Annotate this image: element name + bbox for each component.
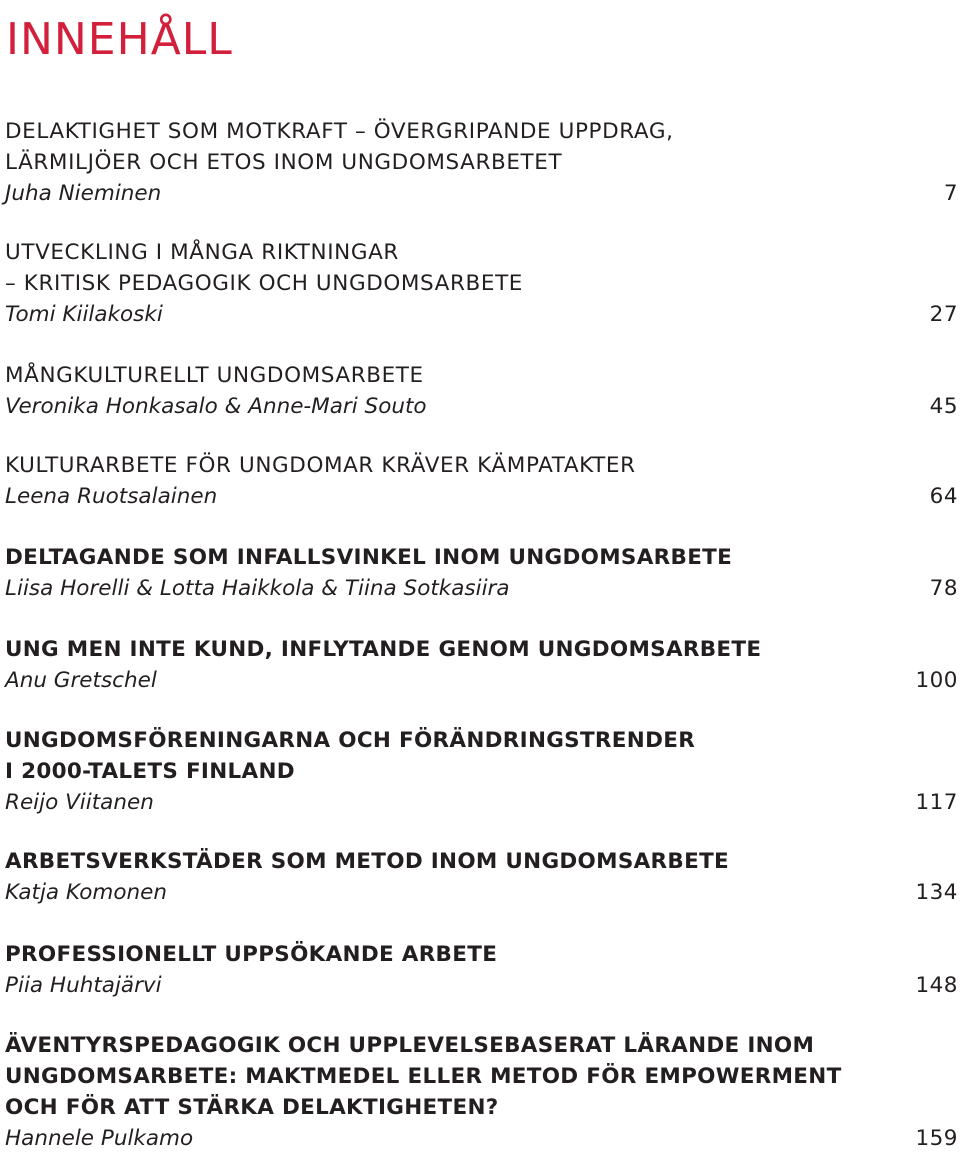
toc-entry[interactable] (5, 237, 958, 330)
entry-author: Tomi Kiilakoski (5, 302, 163, 327)
entry-title-line: OCH FÖR ATT STÄRKA DELAKTIGHETEN? (5, 1095, 499, 1120)
entry-byline (5, 665, 958, 696)
entry-byline (5, 391, 958, 422)
entry-page-number: 64 (929, 484, 958, 509)
entry-page-number: 27 (929, 302, 958, 327)
entry-page-number: 148 (915, 973, 958, 998)
entry-page-number: 45 (929, 394, 958, 419)
entry-author: Juha Nieminen (5, 181, 162, 206)
entry-author: Veronika Honkasalo & Anne-Mari Souto (5, 394, 427, 419)
entry-title-line: UTVECKLING I MÅNGA RIKTNINGAR (5, 240, 399, 265)
entry-title-line: UNGDOMSARBETE: MAKTMEDEL ELLER METOD FÖR EMPOWERMENT (5, 1064, 842, 1089)
entry-title-line: DELAKTIGHET SOM MOTKRAFT – ÖVERGRIPANDE UPPDRAG, (5, 119, 674, 144)
toc-entry[interactable] (5, 846, 958, 908)
toc-entry[interactable] (5, 725, 958, 818)
entry-byline (5, 573, 958, 604)
entry-page-number: 117 (915, 790, 958, 815)
entry-page-number: 100 (915, 668, 958, 693)
entry-author: Piia Huhtajärvi (5, 973, 162, 998)
toc-entry[interactable] (5, 360, 958, 422)
entry-title-line: DELTAGANDE SOM INFALLSVINKEL INOM UNGDOMSARBETE (5, 545, 733, 570)
toc-entry[interactable] (5, 542, 958, 604)
entry-title-line: MÅNGKULTURELLT UNGDOMSARBETE (5, 363, 424, 388)
entry-title-line: UNG MEN INTE KUND, INFLYTANDE GENOM UNGDOMSARBETE (5, 637, 762, 662)
entry-author: Reijo Viitanen (5, 790, 154, 815)
entry-page-number: 78 (929, 576, 958, 601)
entry-page-number: 7 (943, 181, 958, 206)
entry-page-number: 159 (915, 1126, 958, 1151)
entry-byline (5, 877, 958, 908)
entry-byline (5, 178, 958, 209)
toc-entry[interactable] (5, 939, 958, 1001)
page-title: INNEHÅLL (6, 14, 233, 65)
entry-byline (5, 787, 958, 818)
entry-title-line: – KRITISK PEDAGOGIK OCH UNGDOMSARBETE (5, 271, 523, 296)
entry-title-line: KULTURARBETE FÖR UNGDOMAR KRÄVER KÄMPATAKTER (5, 453, 636, 478)
toc-entry[interactable] (5, 116, 958, 209)
entry-byline (5, 481, 958, 512)
entry-author: Leena Ruotsalainen (5, 484, 218, 509)
entry-title-line: PROFESSIONELLT UPPSÖKANDE ARBETE (5, 942, 498, 967)
entry-author: Hannele Pulkamo (5, 1126, 194, 1151)
entry-title-line: UNGDOMSFÖRENINGARNA OCH FÖRÄNDRINGSTRENDER (5, 728, 696, 753)
entry-title-line: I 2000-TALETS FINLAND (5, 759, 295, 784)
entry-author: Katja Komonen (5, 880, 167, 905)
entry-byline (5, 299, 958, 330)
toc-entry[interactable] (5, 634, 958, 696)
toc-entry[interactable] (5, 1030, 958, 1154)
toc-entry[interactable] (5, 450, 958, 512)
entry-byline (5, 970, 958, 1001)
entry-title-line: ARBETSVERKSTÄDER SOM METOD INOM UNGDOMSARBETE (5, 849, 730, 874)
entry-author: Liisa Horelli & Lotta Haikkola & Tiina Sotkasiira (5, 576, 510, 601)
entry-author: Anu Gretschel (5, 668, 157, 693)
entry-title-line: LÄRMILJÖER OCH ETOS INOM UNGDOMSARBETET (5, 150, 563, 175)
entry-byline (5, 1123, 958, 1154)
entry-title-line: ÄVENTYRSPEDAGOGIK OCH UPPLEVELSEBASERAT LÄRANDE INOM (5, 1033, 815, 1058)
entry-page-number: 134 (915, 880, 958, 905)
